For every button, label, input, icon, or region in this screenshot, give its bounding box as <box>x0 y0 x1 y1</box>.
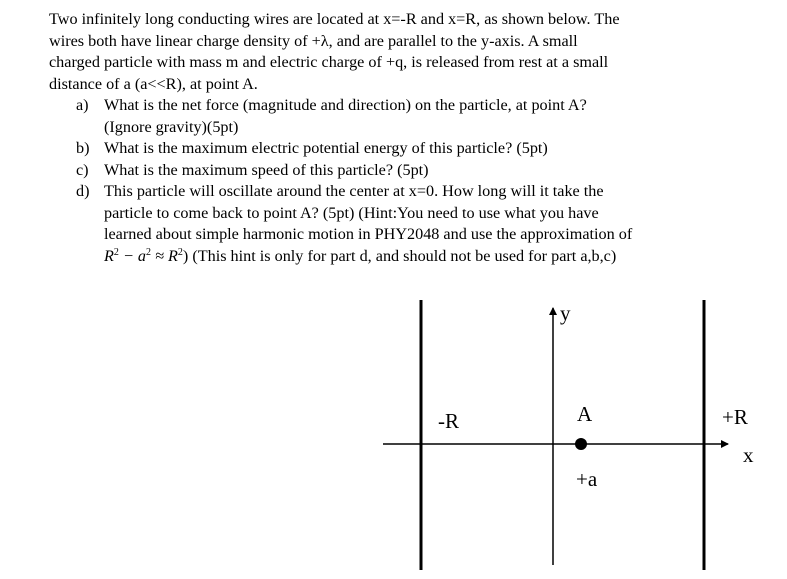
formula-square: 2 <box>177 246 183 258</box>
left-wire-label: -R <box>438 409 459 433</box>
formula-square: 2 <box>146 246 152 258</box>
formula-close-paren: ) <box>182 246 189 265</box>
question-line: What is the maximum electric potential energy of this particle? (5pt) <box>104 139 548 157</box>
question-letter: a) <box>76 96 89 114</box>
y-axis-label: y <box>560 301 571 325</box>
x-axis-label: x <box>743 443 754 467</box>
right-wire-label: +R <box>722 405 748 429</box>
point-a-label: A <box>577 402 593 426</box>
question-line: What is the net force (magnitude and direction) on the particle, at point A? <box>104 96 587 114</box>
question-line: particle to come back to point A? (5pt) (Hint:You need to use what you have <box>104 203 599 222</box>
intro-line: wires both have linear charge density of +λ, and are parallel to the y-axis. A small <box>49 31 578 50</box>
formula-minus: − <box>118 246 138 265</box>
question-letter: c) <box>76 160 89 179</box>
formula-r: R <box>168 246 178 265</box>
intro-line: Two infinitely long conducting wires are located at x=-R and x=R, as shown below. The <box>49 10 620 28</box>
question-letter: d) <box>76 182 90 200</box>
question-line: This particle will oscillate around the center at x=0. How long will it take the <box>104 182 604 200</box>
formula-r: R <box>104 246 114 265</box>
question-line: (This hint is only for part d, and should not be used for part a,b,c) <box>188 246 617 265</box>
question-line: (Ignore gravity)(5pt) <box>104 117 239 136</box>
distance-label: +a <box>576 467 598 491</box>
question-line: What is the maximum speed of this particle? (5pt) <box>104 160 429 179</box>
question-line: learned about simple harmonic motion in PHY2048 and use the approximation of <box>104 225 633 243</box>
question-letter: b) <box>76 139 90 157</box>
formula-approx: ≈ <box>151 246 168 265</box>
intro-line: charged particle with mass m and electric charge of +q, is released from rest at a small <box>49 53 609 71</box>
formula-square: 2 <box>113 246 119 258</box>
point-a-particle <box>575 438 587 450</box>
intro-line: distance of a (a<<R), at point A. <box>49 74 258 93</box>
formula-a: a <box>137 246 147 265</box>
